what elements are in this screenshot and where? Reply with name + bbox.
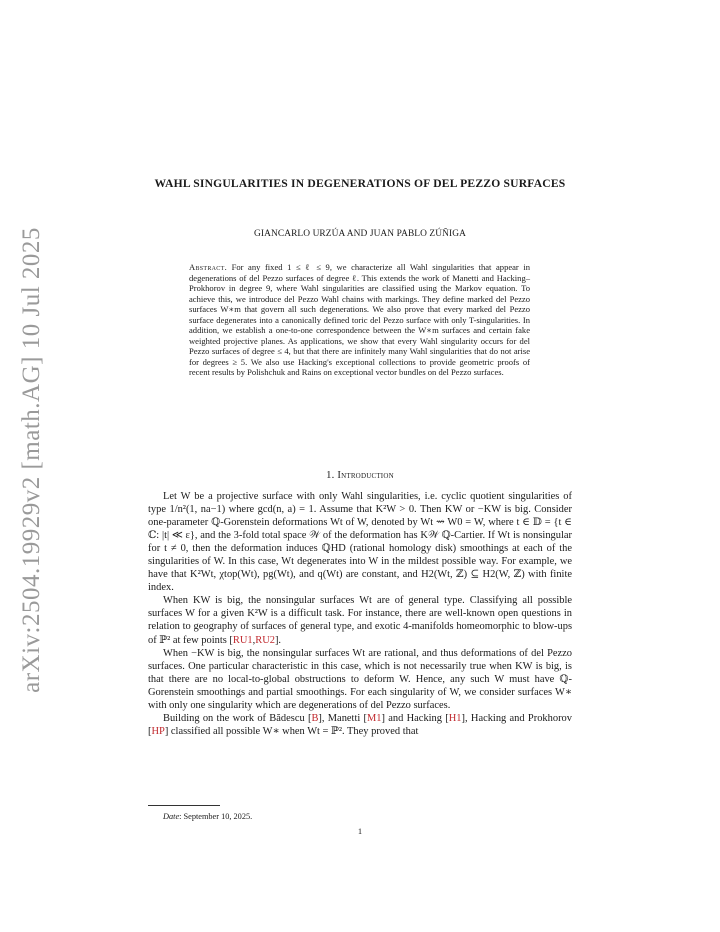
page-number: 1 [357, 826, 363, 836]
citation-b[interactable]: B [311, 712, 319, 724]
footnote-date-value: : September 10, 2025. [179, 812, 253, 821]
paragraph-3: When −KW is big, the nonsingular surfaces Wt are rational, and thus deformations of del Pezzo surfaces. One particular characteristic in this case, which is not necessarily true when KW is big, is that there are no local-to-global obstructions to deform W. Hence, any such W must have ℚ-Gorenstein smoothings and partial smoothings. For each singularity of W, we consider surfaces W∗ with only one singularity which are degenerations of del Pezzo surfaces. [148, 647, 572, 711]
section-number: 1. [326, 470, 335, 481]
abstract-label: Abstract. [189, 262, 228, 272]
footnote-rule [148, 805, 220, 806]
citation-m1[interactable]: M1 [367, 712, 382, 724]
paper-authors: GIANCARLO URZÚA AND JUAN PABLO ZÚÑIGA [254, 229, 466, 239]
paragraph-1: Let W be a projective surface with only Wahl singularities, i.e. cyclic quotient singularities of type 1/n²(1, na−1) where gcd(n, a) = 1. Assume that K²W > 0. Then KW or −KW is big. Consider one-parameter ℚ-Gorenstein deformations Wt of W, denoted by Wt ⇝ W0 = W, where t ∈ 𝔻 = {t ∈ ℂ: |t| ≪ ε}, and the 3-fold total space 𝒲 of the deformation has K𝒲 ℚ-Cartier. If Wt is nonsingular for t ≠ 0, then the deformation induces ℚHD (rational homology disk) smoothings at each of the singularities of W. In this case, Wt degenerates into W in the mildest possible way. For example, we have that K²Wt, χtop(Wt), pg(Wt), and q(Wt) are constant, and H2(Wt, ℤ) ⊆ H2(W, ℤ) with finite index. [148, 491, 572, 594]
introduction-body [148, 490, 572, 738]
abstract-text: For any fixed 1 ≤ ℓ ≤ 9, we characterize all Wahl singularities that appear in degenerations of del Pezzo surfaces of degree ℓ. This extends the work of Manetti and Hacking–Prokhorov in degree 9, where Wahl singularities are classified using the Markov equation. To achieve this, we introduce del Pezzo Wahl chains with markings. They define marked del Pezzo surfaces W∗m that govern all such degenerations. We also prove that every marked del Pezzo surface degenerates into a canonically defined toric del Pezzo surface with only T-singularities. In addition, we establish a one-to-one correspondence between the W∗m surfaces and certain fake weighted projective planes. As applications, we show that every Wahl singularity occurs for del Pezzo surfaces of degree ≤ 4, but that there are infinitely many Wahl singularities that do not arise for degrees ≥ 5. We also use Hacking's exceptional collections to provide geometric proofs of recent results by Polishchuk and Rains on exceptional vector bundles on del Pezzo surfaces. [189, 262, 530, 378]
paragraph-4-text-e: ] classified all possible W∗ when Wt = ℙ². They proved that [164, 725, 419, 737]
footnote-date [163, 812, 252, 821]
paragraph-4-text-d: ], Hacking and Prokhorov [ [148, 712, 572, 737]
section-heading [150, 470, 570, 481]
citation-ru1[interactable]: RU1 [232, 634, 253, 646]
arxiv-sidebar-stamp [12, 227, 52, 693]
paper-title: WAHL SINGULARITIES IN DEGENERATIONS OF DEL PEZZO SURFACES [154, 177, 566, 190]
arxiv-identifier: arXiv:2504.19929v2 [math.AG] 10 Jul 2025 [18, 227, 45, 693]
paragraph-2: When KW is big, the nonsingular surfaces Wt are of general type. Classifying all possible surfaces W for a given K²W is a difficult task. For instance, there are well-known open questions in relation to geography of surfaces of general type, and exotic 4-manifolds homeomorphic to blow-ups of ℙ² at few points [RU1,RU2]. [148, 595, 572, 646]
paragraph-4-text-b: ], Manetti [ [318, 712, 368, 724]
footnote-date-label: Date [163, 812, 180, 821]
citation-h1[interactable]: H1 [448, 712, 462, 724]
paragraph-2-text: When KW is big, the nonsingular surfaces Wt are of general type. Classifying all possible surfaces W for a given K²W is a difficult task. For instance, there are well-known open questions in relation to geography of surfaces of general type, and exotic 4-manifolds homeomorphic to blow-ups of ℙ² at few points [ [148, 595, 572, 646]
citation-ru2[interactable]: RU2 [255, 634, 275, 646]
paragraph-4-text-a: Building on the work of Bădescu [ [163, 712, 312, 724]
citation-hp[interactable]: HP [151, 725, 165, 737]
paragraph-4 [148, 712, 572, 738]
paragraph-4-text-c: ] and Hacking [ [381, 712, 449, 724]
section-title: Introduction [337, 470, 394, 481]
abstract [189, 262, 530, 378]
paragraph-2-end: ]. [274, 634, 282, 646]
